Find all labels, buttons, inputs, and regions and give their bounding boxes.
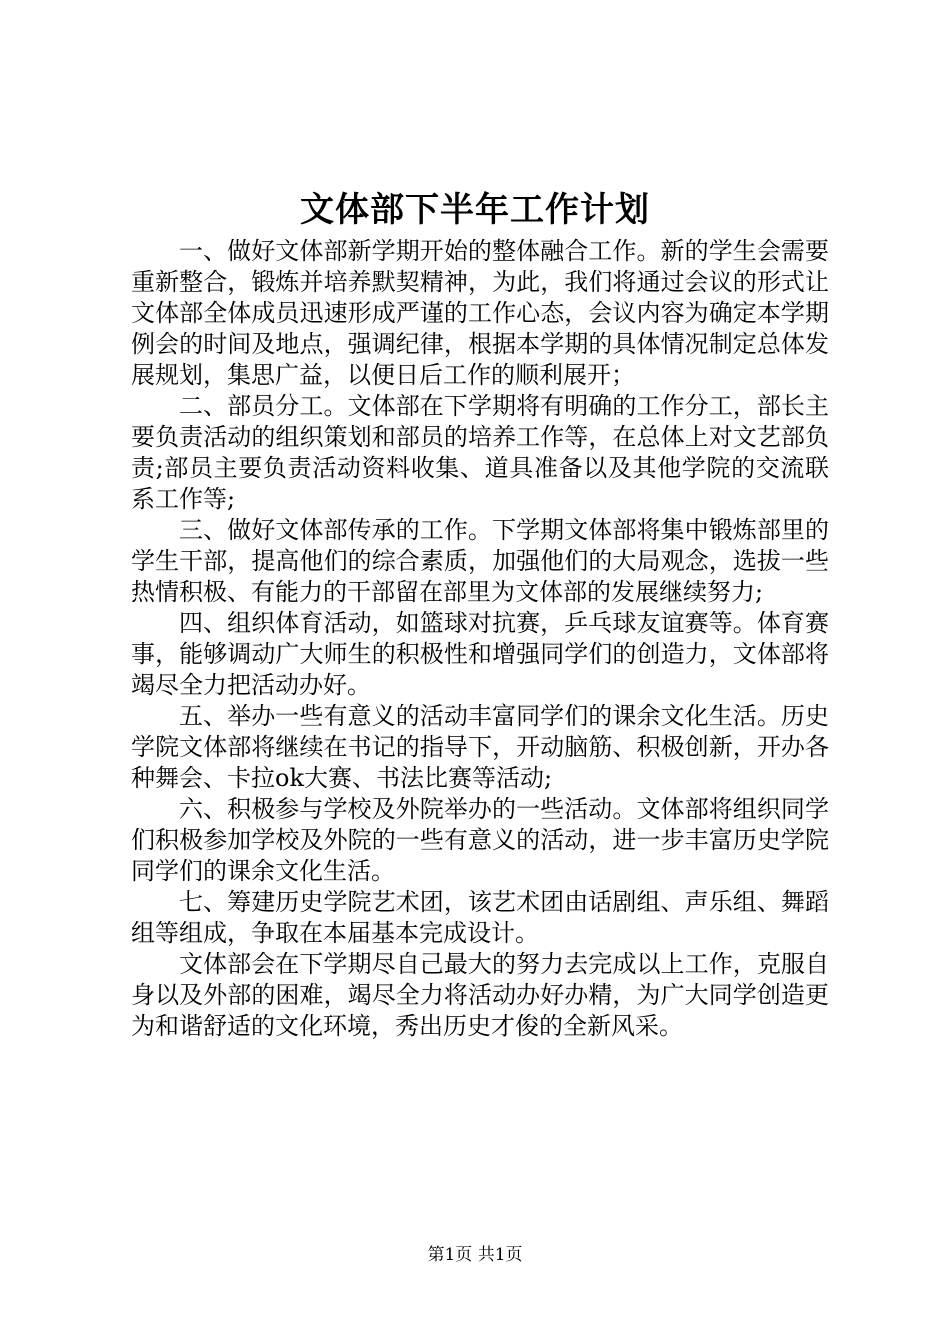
paragraph-7: 七、筹建历史学院艺术团，该艺术团由话剧组、声乐组、舞蹈组等组成，争取在本届基本完成设计。 (131, 888, 829, 947)
paragraph-5: 五、举办一些有意义的活动丰富同学们的课余文化生活。历史学院文体部将继续在书记的指导下，开动脑筋、积极创新，开办各种舞会、卡拉ok大赛、书法比赛等活动; (131, 702, 829, 792)
paragraph-2: 二、部员分工。文体部在下学期将有明确的工作分工，部长主要负责活动的组织策划和部员的培养工作等，在总体上对文艺部负责;部员主要负责活动资料收集、道具准备以及其他学院的交流联系工作等; (131, 392, 829, 513)
document-title: 文体部下半年工作计划 (300, 190, 650, 230)
paragraph-6: 六、积极参与学校及外院举办的一些活动。文体部将组织同学们积极参加学校及外院的一些有意义的活动，进一步丰富历史学院同学们的课余文化生活。 (131, 795, 829, 885)
paragraph-1: 一、做好文体部新学期开始的整体融合工作。新的学生会需要重新整合，锻炼并培养默契精神，为此，我们将通过会议的形式让文体部全体成员迅速形成严谨的工作心态，会议内容为确定本学期例会的时间及地点，强调纪律，根据本学期的具体情况制定总体发展规划，集思广益，以便日后工作的顺利展开； (131, 237, 829, 389)
paragraph-4: 四、组织体育活动，如篮球对抗赛，乒乓球友谊赛等。体育赛事，能够调动广大师生的积极性和增强同学们的创造力，文体部将竭尽全力把活动办好。 (131, 609, 829, 699)
page-footer: 第1页 共1页 (427, 1245, 523, 1265)
paragraph-8: 文体部会在下学期尽自己最大的努力去完成以上工作，克服自身以及外部的困难，竭尽全力将活动办好办精，为广大同学创造更为和谐舒适的文化环境，秀出历史才俊的全新风采。 (131, 950, 829, 1040)
document-body (131, 236, 829, 1042)
paragraph-3: 三、做好文体部传承的工作。下学期文体部将集中锻炼部里的学生干部，提高他们的综合素质，加强他们的大局观念，选拔一些热情积极、有能力的干部留在部里为文体部的发展继续努力; (131, 516, 829, 606)
